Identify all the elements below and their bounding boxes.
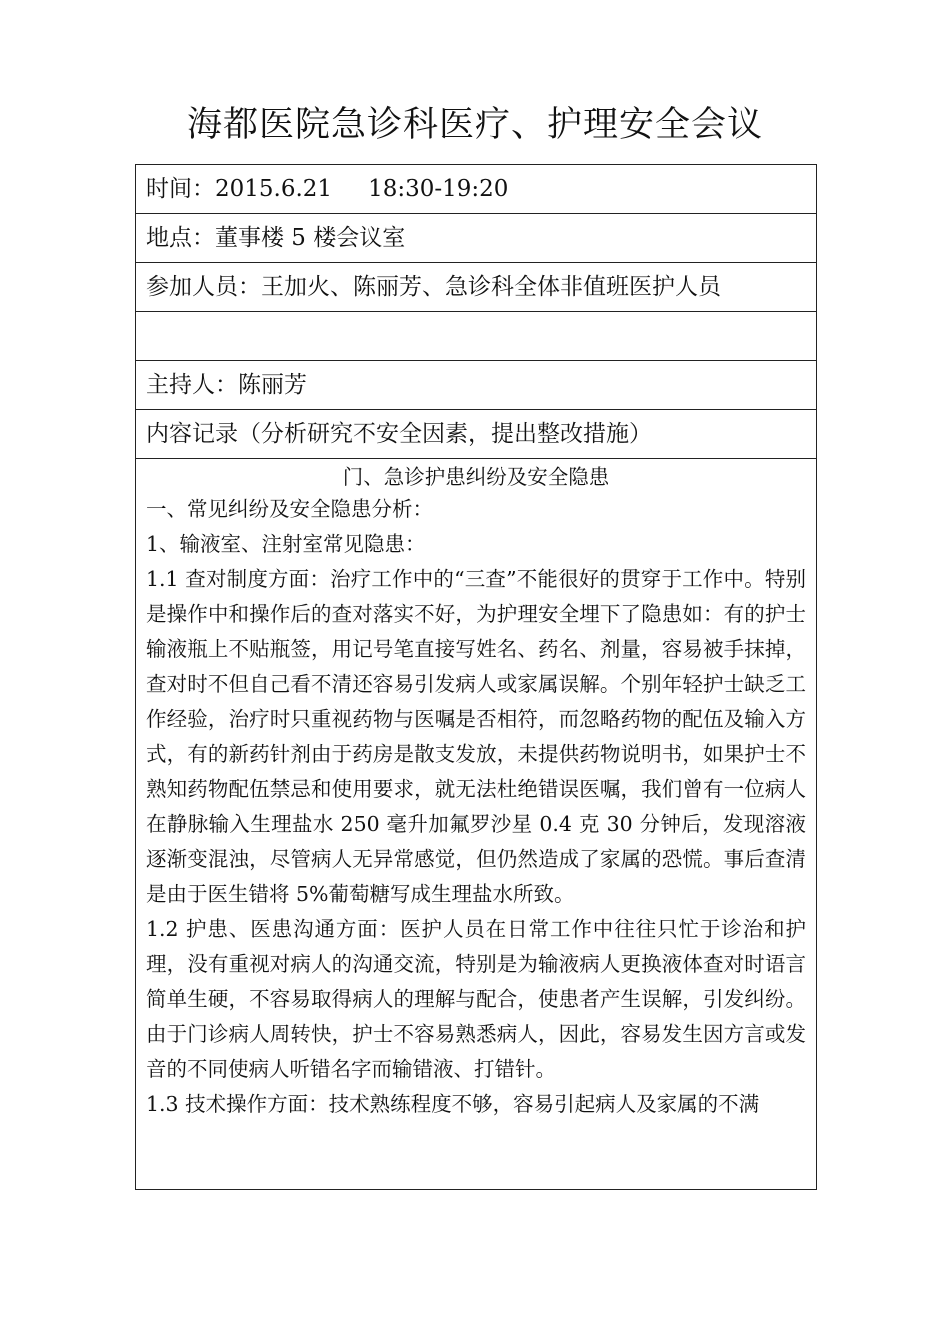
document-title: 海都医院急诊科医疗、护理安全会议 xyxy=(186,105,763,145)
content-label-row xyxy=(136,410,817,459)
meeting-time-range: 18:30-19:20 xyxy=(368,176,509,202)
time-cell xyxy=(136,165,817,214)
host-row xyxy=(136,361,817,410)
time-row xyxy=(136,165,817,214)
attendees-row xyxy=(136,263,817,312)
content-heading: 门、急诊护患纠纷及安全隐患 xyxy=(342,465,610,489)
blank-cell xyxy=(136,312,817,361)
meeting-record-table xyxy=(135,164,817,1190)
meeting-date: 时间：2015.6.21 xyxy=(146,176,333,202)
section-title: 一、常见纠纷及安全隐患分析： xyxy=(146,497,433,521)
meeting-attendees: 参加人员：王加火、陈丽芳、急诊科全体非值班医护人员 xyxy=(136,263,817,312)
paragraph-1-1: 1.1 查对制度方面：治疗工作中的“三查”不能很好的贯穿于工作中。特别是操作中和操作后的查对落实不好，为护理安全埋下了隐患如：有的护士输液瓶上不贴瓶签，用记号笔直接写姓名、药名、剂量，容易被手抹掉，查对时不但自己看不清还容易引发病人或家属误解。个别年轻护士缺乏工作经验，治疗时只重视药物与医嘱是否相符，而忽略药物的配伍及输入方式，有的新药针剂由于药房是散支发放，未提供药物说明书，如果护士不熟知药物配伍禁忌和使用要求，就无法杜绝错误医嘱，我们曾有一位病人在静脉输入生理盐水 250 毫升加氟罗沙星 0.4 克 30 分钟后，发现溶液逐渐变混浊，尽管病人无异常感觉，但仍然造成了家属的恐慌。事后查清是由于医生错将 5%葡萄糖写成生理盐水所致。 xyxy=(146,567,806,906)
meeting-host: 主持人：陈丽芳 xyxy=(136,361,817,410)
content-row xyxy=(136,459,817,1190)
paragraph-1-2: 1.2 护患、医患沟通方面：医护人员在日常工作中往往只忙于诊治和护理，没有重视对病人的沟通交流，特别是为输液病人更换液体查对时语言简单生硬，不容易取得病人的理解与配合，使患者产生误解，引发纠纷。由于门诊病人周转快，护士不容易熟悉病人，因此，容易发生因方言或发音的不同使病人听错名字而输错液、打错针。 xyxy=(146,917,806,1081)
location-row xyxy=(136,214,817,263)
meeting-location: 地点：董事楼 5 楼会议室 xyxy=(136,214,817,263)
content-record-label: 内容记录（分析研究不安全因素，提出整改措施） xyxy=(136,410,817,459)
content-record-body xyxy=(136,459,817,1190)
paragraph-1-3: 1.3 技术操作方面：技术熟练程度不够，容易引起病人及家属的不满 xyxy=(146,1092,760,1116)
subsection-title: 1、输液室、注射室常见隐患： xyxy=(146,532,426,556)
blank-row xyxy=(136,312,817,361)
